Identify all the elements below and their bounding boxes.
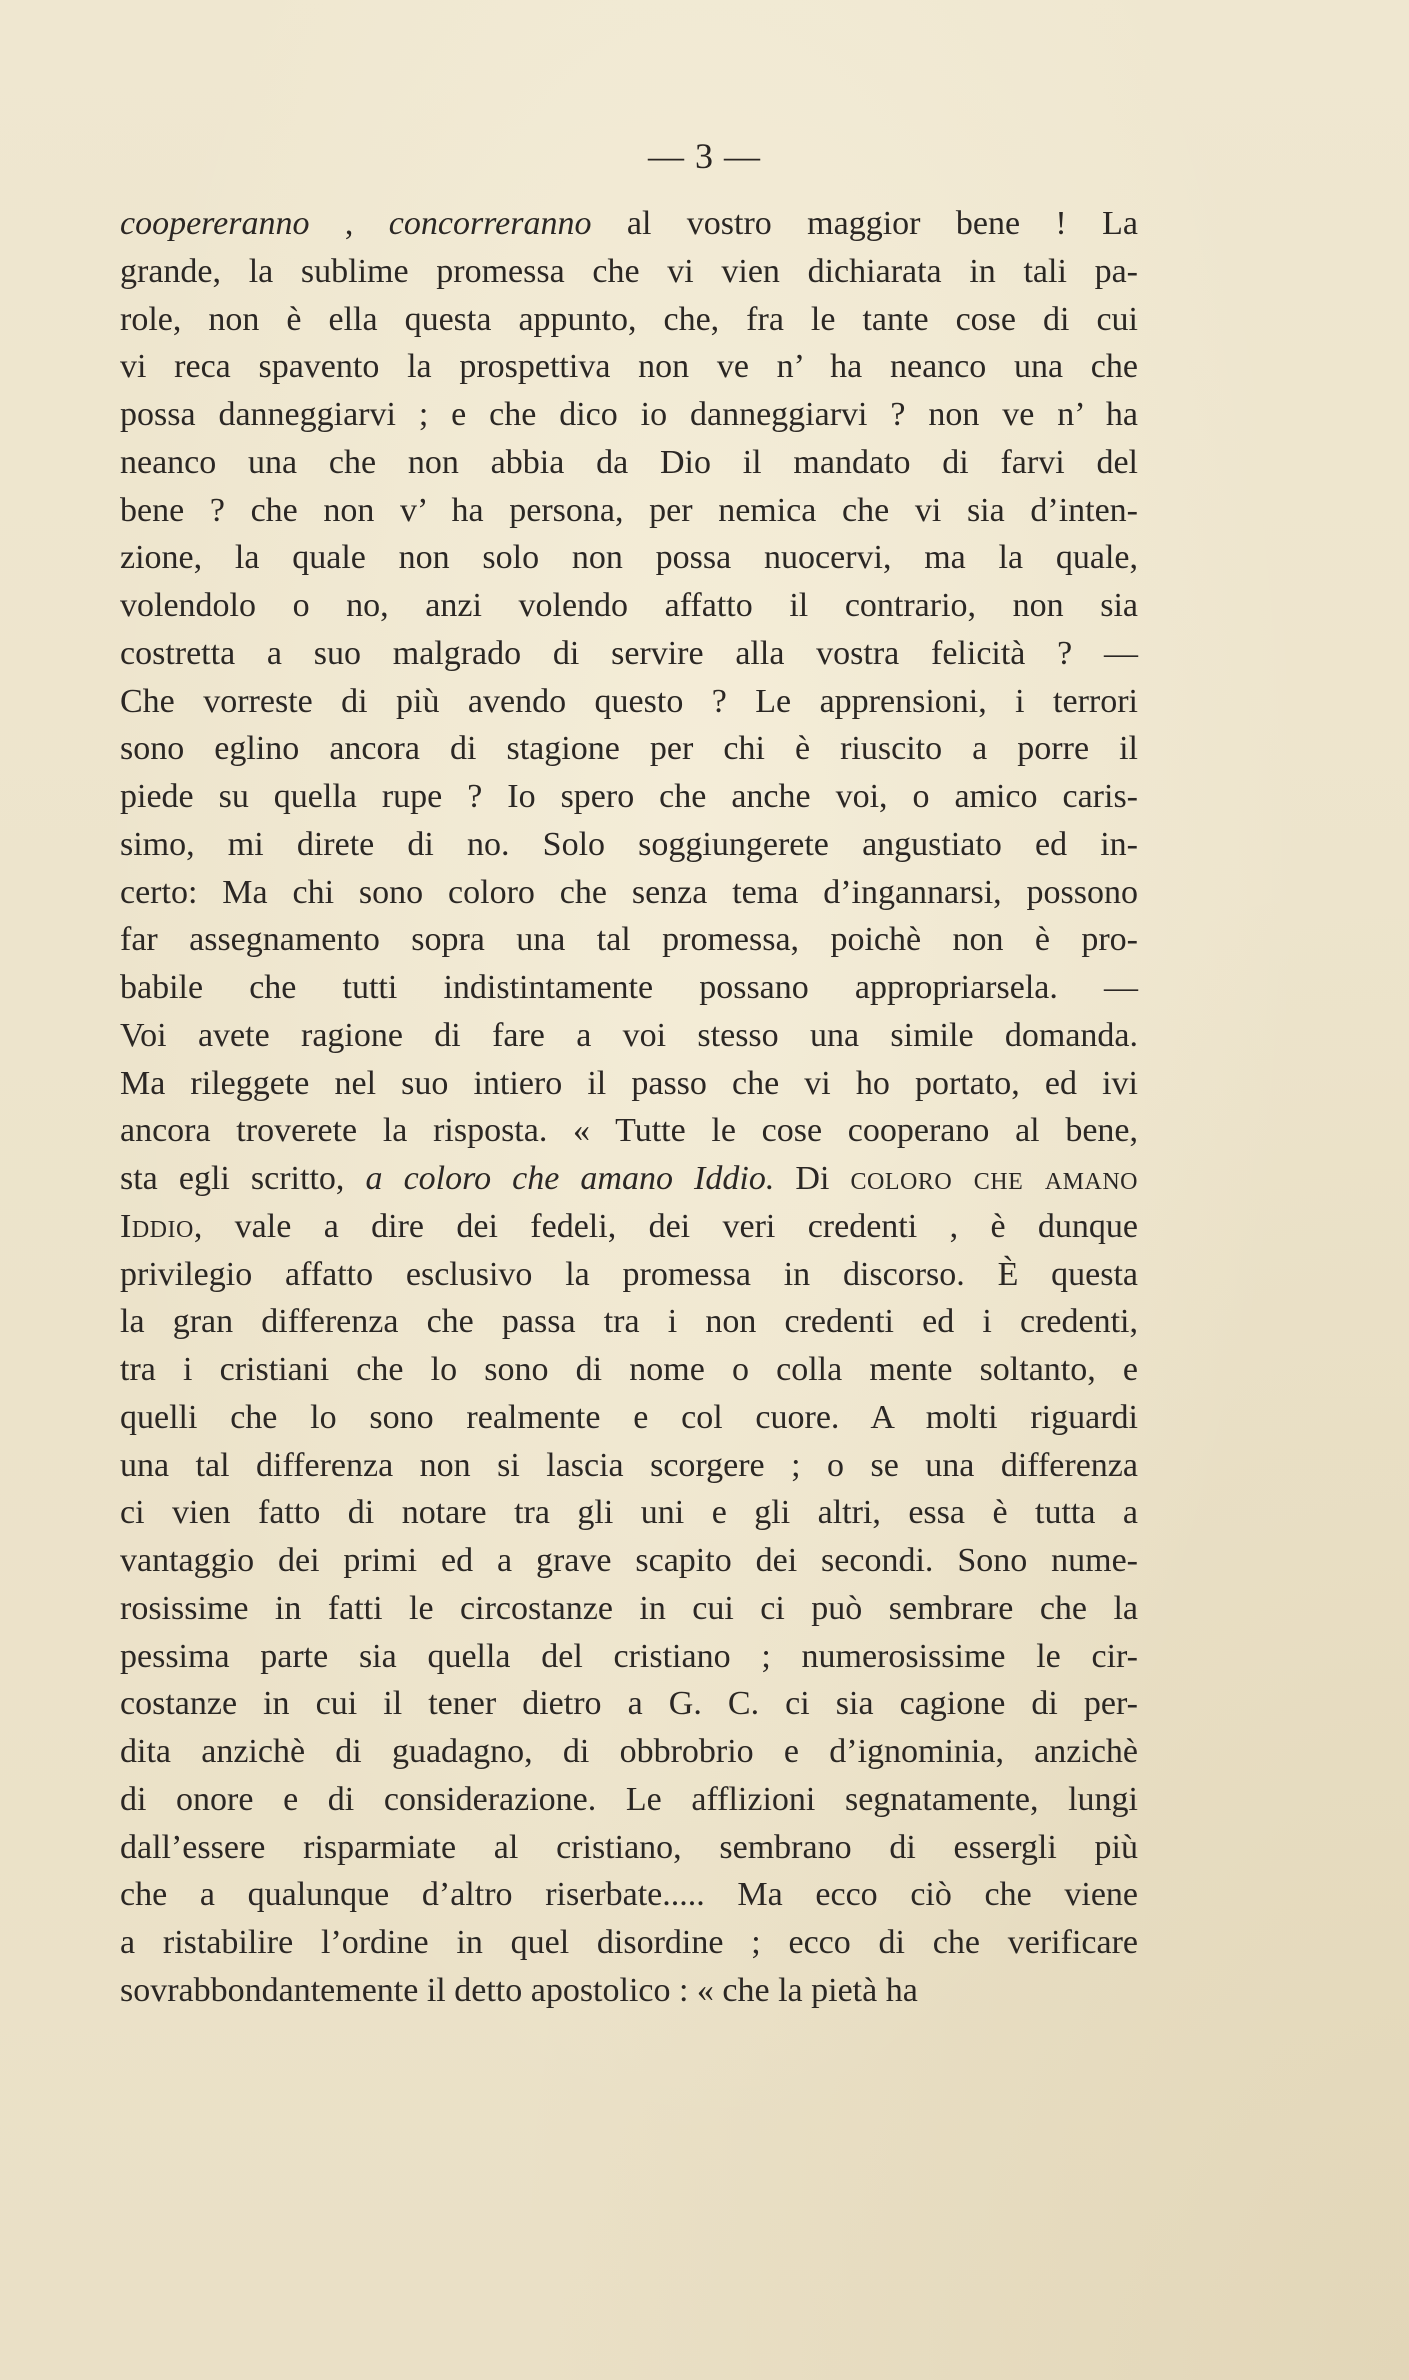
text-line bbox=[120, 248, 1138, 296]
text-line bbox=[120, 391, 1138, 439]
line-text: la gran differenza che passa tra i non credenti ed i credenti, bbox=[120, 1303, 1138, 1341]
line-text: sono eglino ancora di stagione per chi è riuscito a porre il bbox=[120, 730, 1138, 768]
text-line bbox=[120, 1633, 1138, 1681]
line-text: grande, la sublime promessa che vi vien dichiarata in tali pa- bbox=[120, 252, 1138, 290]
line-text: certo: Ma chi sono coloro che senza tema d’ingannarsi, possono bbox=[120, 873, 1138, 911]
text-line bbox=[120, 1394, 1138, 1442]
text-line bbox=[120, 1442, 1138, 1490]
text-line bbox=[120, 534, 1138, 582]
text-line bbox=[120, 1728, 1138, 1776]
line-text: bene ? che non v’ ha persona, per nemica che vi sia d’inten- bbox=[120, 491, 1138, 529]
text-line bbox=[120, 630, 1138, 678]
text-line bbox=[120, 296, 1138, 344]
line-text: pessima parte sia quella del cristiano ; numerosissime le cir- bbox=[120, 1637, 1138, 1675]
line-text: piede su quella rupe ? Io spero che anche voi, o amico caris- bbox=[120, 778, 1138, 815]
text-line bbox=[120, 1298, 1138, 1346]
line-text: ancora troverete la risposta. « Tutte le cose cooperano al bene, bbox=[120, 1112, 1138, 1150]
small-caps-text: coloro che amano bbox=[850, 1160, 1139, 1197]
text-line bbox=[120, 1060, 1138, 1108]
line-text: zione, la quale non solo non possa nuocervi, ma la quale, bbox=[120, 539, 1138, 577]
text-line bbox=[120, 1489, 1138, 1537]
line-text: babile che tutti indistintamente possano appropriarsela. — bbox=[120, 969, 1138, 1006]
line-text: far assegnamento sopra una tal promessa, poichè non è pro- bbox=[120, 921, 1138, 959]
text-line bbox=[120, 1012, 1138, 1060]
text-line bbox=[120, 1585, 1138, 1633]
line-text: , bbox=[309, 205, 389, 242]
line-text: dall’essere risparmiate al cristiano, sembrano di essergli più bbox=[120, 1828, 1138, 1866]
line-text: al vostro maggior bene ! La bbox=[591, 205, 1138, 242]
text-line bbox=[120, 964, 1138, 1012]
text-line bbox=[120, 487, 1138, 535]
line-text: che a qualunque d’altro riserbate..... Ma ecco ciò che viene bbox=[120, 1876, 1138, 1914]
text-line bbox=[120, 200, 1138, 248]
text-line bbox=[120, 821, 1138, 869]
body-text bbox=[120, 200, 1138, 2015]
text-line bbox=[120, 343, 1138, 391]
line-text: quelli che lo sono realmente e col cuore. A molti riguardi bbox=[120, 1398, 1138, 1436]
text-line bbox=[120, 1824, 1138, 1872]
line-text: Che vorreste di più avendo questo ? Le apprensioni, i terrori bbox=[120, 682, 1138, 720]
text-line bbox=[120, 678, 1138, 726]
page-number: — 3 — bbox=[648, 136, 761, 176]
text-line bbox=[120, 1919, 1138, 1967]
line-text: sta egli scritto, bbox=[120, 1160, 366, 1197]
italic-text: a coloro che amano Iddio. bbox=[365, 1160, 775, 1197]
text-line bbox=[120, 916, 1138, 964]
line-text: volendolo o no, anzi volendo affatto il contrario, non sia bbox=[120, 587, 1138, 624]
text-line bbox=[120, 1967, 1138, 2015]
text-line bbox=[120, 1155, 1138, 1203]
text-line bbox=[120, 582, 1138, 630]
text-line bbox=[120, 1871, 1138, 1919]
text-line bbox=[120, 869, 1138, 917]
line-text: costanze in cui il tener dietro a G. C. ci sia cagione di per- bbox=[120, 1685, 1138, 1723]
text-line bbox=[120, 1107, 1138, 1155]
line-text: vi reca spavento la prospettiva non ve n’ ha neanco una che bbox=[120, 348, 1138, 386]
line-text: neanco una che non abbia da Dio il mandato di farvi del bbox=[120, 443, 1138, 481]
text-line bbox=[120, 1680, 1138, 1728]
italic-text: concorreranno bbox=[388, 205, 592, 242]
text-line bbox=[120, 1776, 1138, 1824]
text-line bbox=[120, 773, 1138, 821]
line-text: Ma rileggete nel suo intiero il passo che vi ho portato, ed ivi bbox=[120, 1064, 1138, 1102]
text-line bbox=[120, 1251, 1138, 1299]
line-text: costretta a suo malgrado di servire alla vostra felicità ? — bbox=[120, 634, 1138, 672]
line-text: , vale a dire dei fedeli, dei veri credenti , è dunque bbox=[193, 1207, 1138, 1245]
line-text: Voi avete ragione di fare a voi stesso una simile domanda. bbox=[120, 1016, 1138, 1054]
italic-text: coopereranno bbox=[120, 205, 310, 242]
line-text: tra i cristiani che lo sono di nome o colla mente soltanto, e bbox=[120, 1351, 1138, 1388]
line-text: vantaggio dei primi ed a grave scapito dei secondi. Sono nume- bbox=[120, 1542, 1138, 1579]
text-line bbox=[120, 1203, 1138, 1251]
text-line bbox=[120, 725, 1138, 773]
text-line bbox=[120, 1346, 1138, 1394]
line-text: rosissime in fatti le circostanze in cui ci può sembrare che la bbox=[120, 1589, 1138, 1627]
line-text: a ristabilire l’ordine in quel disordine ; ecco di che verificare bbox=[120, 1924, 1138, 1961]
small-caps-text: Iddio bbox=[120, 1207, 194, 1245]
line-text: role, non è ella questa appunto, che, fra le tante cose di cui bbox=[120, 300, 1138, 338]
line-text: sovrabbondantemente il detto apostolico : « che la pietà ha bbox=[120, 1971, 918, 2009]
text-line bbox=[120, 439, 1138, 487]
line-text: Di bbox=[774, 1160, 851, 1197]
line-text: simo, mi direte di no. Solo soggiungerete angustiato ed in- bbox=[120, 825, 1138, 863]
line-text: ci vien fatto di notare tra gli uni e gli altri, essa è tutta a bbox=[120, 1494, 1138, 1532]
text-line bbox=[120, 1537, 1138, 1585]
line-text: privilegio affatto esclusivo la promessa in discorso. È questa bbox=[120, 1255, 1138, 1293]
line-text: dita anzichè di guadagno, di obbrobrio e d’ignominia, anzichè bbox=[120, 1733, 1138, 1770]
line-text: di onore e di considerazione. Le afflizioni segnatamente, lungi bbox=[120, 1780, 1138, 1818]
line-text: possa danneggiarvi ; e che dico io danneggiarvi ? non ve n’ ha bbox=[120, 396, 1138, 433]
line-text: una tal differenza non si lascia scorgere ; o se una differenza bbox=[120, 1446, 1138, 1484]
